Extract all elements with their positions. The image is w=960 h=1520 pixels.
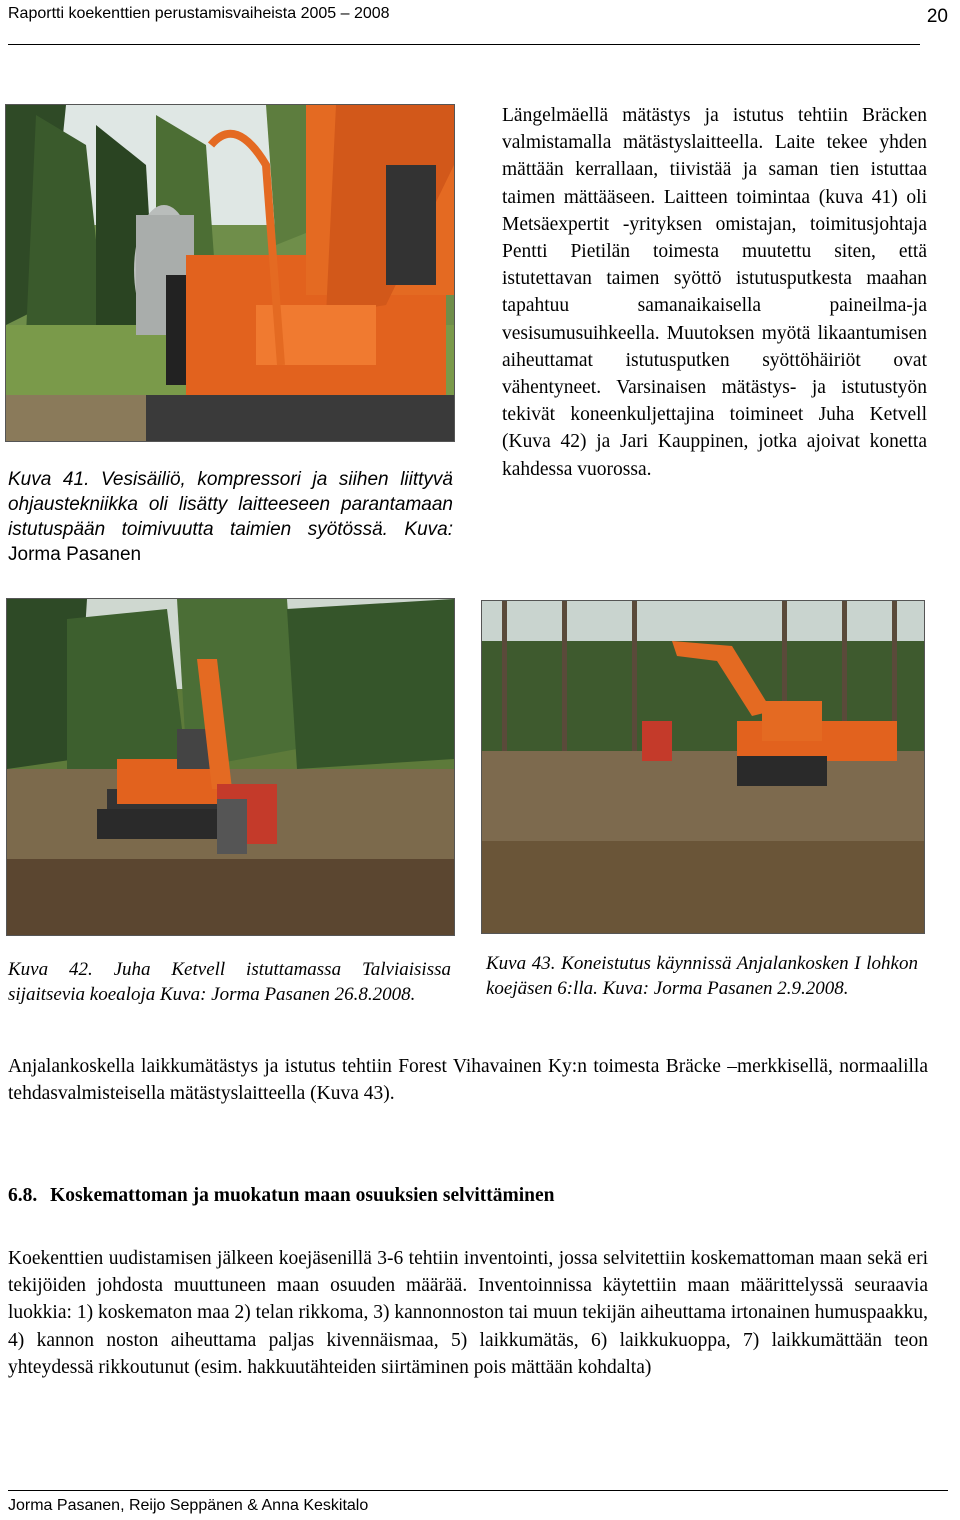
photo-kuva-43 xyxy=(481,600,925,934)
caption-kuva-41 xyxy=(8,467,453,567)
caption-kuva-41-author: Jorma Pasanen xyxy=(8,544,142,565)
paragraph-anjalankoski: Anjalankoskella laikkumätästys ja istutus tehtiin Forest Vihavainen Ky:n toimesta Bräcke –merkkisellä, normaalilla tehdasvalmisteisella mätästyslaitteella (Kuva 43). xyxy=(8,1056,928,1105)
page-number: 20 xyxy=(926,6,948,27)
section-heading xyxy=(8,1185,928,1207)
running-header: Raportti koekenttien perustamisvaiheista 2005 – 2008 xyxy=(8,5,390,22)
photo-kuva-42 xyxy=(6,598,455,936)
paragraph-langelmaki: Längelmäellä mätästys ja istutus tehtiin Bräcken valmistamalla mätästyslaitteella. Laite tekee yhden mättään kerrallaan, tiivistää ja saman tien istuttaa taimen mättääseen. Laitteen toimintaa (kuva 41) oli Metsäexpertit -yrityksen omistajan, toimitusjohtaja Pentti Pietilän toimesta muutettu siten, että istutettavan taimen syöttö istutusputkesta maahan tapahtuu samanaikaisella paineilma-ja vesisumusuihkeella. Muutoksen myötä likaantumisen aiheuttamat istutusputken syöttöhäiriöt ovat vähentyneet. Varsinaisen mätästys- ja istutustyön tekivät koneenkuljettajina toimineet Juha Ketvell (Kuva 42) ja Jari Kauppinen, jotka ajoivat konetta kahdessa vuorossa. xyxy=(502,105,927,480)
section-title: Koskemattoman ja muokatun maan osuuksien selvittäminen xyxy=(50,1185,555,1206)
caption-kuva-42: Kuva 42. Juha Ketvell istuttamassa Talviaisissa sijaitsevia koealoja Kuva: Jorma Pasanen 26.8.2008. xyxy=(8,959,451,1005)
footer-authors: Jorma Pasanen, Reijo Seppänen & Anna Keskitalo xyxy=(8,1497,369,1514)
header-rule xyxy=(8,44,920,45)
section-number: 6.8. xyxy=(8,1185,38,1206)
caption-kuva-43: Kuva 43. Koneistutus käynnissä Anjalankosken I lohkon koejäsen 6:lla. Kuva: Jorma Pasanen 2.9.2008. xyxy=(486,953,918,999)
footer-rule xyxy=(8,1490,948,1491)
photo-kuva-41 xyxy=(5,104,455,442)
caption-kuva-41-text: Kuva 41. Vesisäiliö, kompressori ja siihen liittyvä ohjaustekniikka oli lisätty laitteeseen parantamaan istutuspään toimivuutta taimien syötössä. Kuva: xyxy=(8,469,453,540)
paragraph-inventory: Koekenttien uudistamisen jälkeen koejäsenillä 3-6 tehtiin inventointi, jossa selvitettiin koskemattoman maan sekä eri tekijöiden johdosta muuttuneen maan osuuden määrää. Inventoinnissa käytettiin maan määrittelyssä seuraavia luokkia: 1) koskematon maa 2) telan rikkoma, 3) kannonnoston tai muun tekijän aiheuttama irtonainen humuspaakku, 4) kannon noston aiheuttama paljas kivennäismaa, 5) laikkumätäs, 6) laikkukuoppa, 7) laikkumättään teon yhteydessä rikkoutunut (esim. hakkuutähteiden siirtäminen pois mättään kohdalta) xyxy=(8,1248,928,1378)
